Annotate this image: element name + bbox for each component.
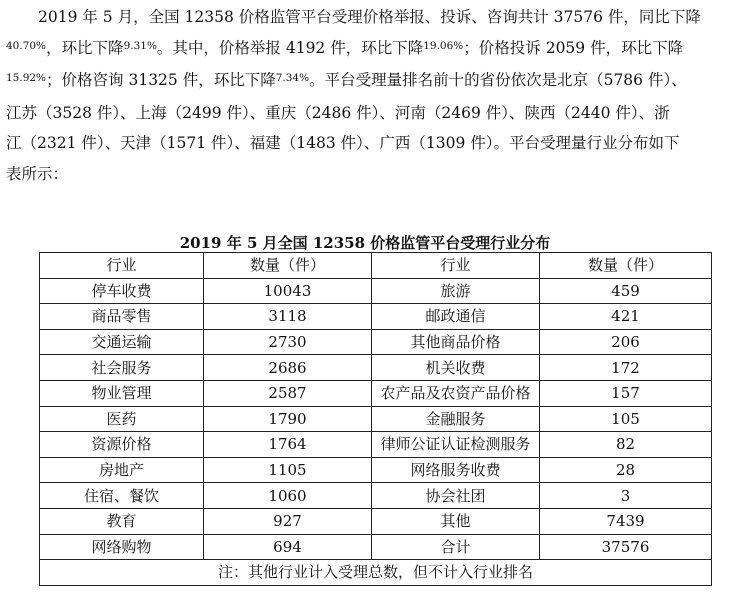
table-row xyxy=(40,483,712,509)
cell-count: 1764 xyxy=(204,432,372,458)
paragraph-text: 。其中，价格举报 4192 件，环比下降 xyxy=(156,38,424,57)
cell-count: 7439 xyxy=(540,508,712,534)
paragraph-text: ，环比下降 xyxy=(46,38,124,57)
table-body xyxy=(40,253,712,560)
cell-count: 37576 xyxy=(540,534,712,560)
table-row xyxy=(40,534,712,560)
cell-industry: 协会社团 xyxy=(372,483,540,509)
table-row xyxy=(40,278,712,304)
cell-industry: 停车收费 xyxy=(40,278,204,304)
cell-count: 459 xyxy=(540,278,712,304)
table-row xyxy=(40,406,712,432)
table-row xyxy=(40,508,712,534)
table-note: 注：其他行业计入受理总数，但不计入行业排名 xyxy=(40,560,712,586)
paragraph-text: ；价格咨询 31325 件，环比下降 xyxy=(46,71,276,90)
cell-count: 3 xyxy=(540,483,712,509)
cell-industry: 资源价格 xyxy=(40,432,204,458)
cell-industry: 房地产 xyxy=(40,457,204,483)
cell-industry: 教育 xyxy=(40,508,204,534)
cell-count: 82 xyxy=(540,432,712,458)
cell-count: 206 xyxy=(540,329,712,355)
cell-industry: 其他商品价格 xyxy=(372,329,540,355)
cell-industry: 旅游 xyxy=(372,278,540,304)
cell-industry: 网络服务收费 xyxy=(372,457,540,483)
cell-count: 105 xyxy=(540,406,712,432)
paragraph-text: ；价格投诉 2059 件，环比下降 xyxy=(463,38,684,57)
paragraph-text: 。平台受理量排名前十的省份依次是北京（5786 件）、 xyxy=(309,71,687,90)
table-row xyxy=(40,432,712,458)
cell-industry: 农产品及农资产品价格 xyxy=(372,380,540,406)
cell-industry: 合计 xyxy=(372,534,540,560)
header-industry: 行业 xyxy=(372,253,540,279)
cell-count: 1060 xyxy=(204,483,372,509)
table-row xyxy=(40,304,712,330)
cell-count: 2686 xyxy=(204,355,372,381)
cell-count: 2587 xyxy=(204,380,372,406)
paragraph-line-2 xyxy=(6,33,722,66)
cell-industry: 邮政通信 xyxy=(372,304,540,330)
cell-count: 2730 xyxy=(204,329,372,355)
cell-industry: 住宿、餐饮 xyxy=(40,483,204,509)
industry-table xyxy=(39,252,712,586)
cell-industry: 物业管理 xyxy=(40,380,204,406)
cell-industry: 律师公证认证检测服务 xyxy=(372,432,540,458)
table-row xyxy=(40,457,712,483)
pct-report: 19.06% xyxy=(423,39,464,52)
cell-industry: 社会服务 xyxy=(40,355,204,381)
paragraph-line-6: 表所示： xyxy=(6,164,69,183)
cell-industry: 机关收费 xyxy=(372,355,540,381)
header-count: 数量（件） xyxy=(540,253,712,279)
cell-industry: 金融服务 xyxy=(372,406,540,432)
table-note-row xyxy=(40,560,712,586)
header-industry: 行业 xyxy=(40,253,204,279)
cell-count: 3118 xyxy=(204,304,372,330)
cell-count: 421 xyxy=(540,304,712,330)
cell-industry: 网络购物 xyxy=(40,534,204,560)
table-row xyxy=(40,355,712,381)
intro-paragraph xyxy=(6,2,722,190)
paragraph-line-5: 江（2321 件）、天津（1571 件）、福建（1483 件）、广西（1309 件）。平台受理量行业分布如下 xyxy=(6,134,680,153)
pct-mom: 9.31% xyxy=(123,39,157,52)
cell-industry: 其他 xyxy=(372,508,540,534)
cell-count: 927 xyxy=(204,508,372,534)
cell-count: 157 xyxy=(540,380,712,406)
cell-industry: 交通运输 xyxy=(40,329,204,355)
cell-count: 28 xyxy=(540,457,712,483)
pct-consult: 7.34% xyxy=(275,72,310,85)
paragraph-line-4: 江苏（3528 件）、上海（2499 件）、重庆（2486 件）、河南（2469 件）、陕西（2440 件）、浙 xyxy=(6,103,670,122)
header-count: 数量（件） xyxy=(204,253,372,279)
table-row xyxy=(40,329,712,355)
cell-industry: 医药 xyxy=(40,406,204,432)
pct-complaint: 15.92% xyxy=(6,72,47,85)
cell-count: 694 xyxy=(204,534,372,560)
cell-count: 1105 xyxy=(204,457,372,483)
pct-yoy: 40.70% xyxy=(6,39,47,52)
cell-count: 1790 xyxy=(204,406,372,432)
paragraph-line-3 xyxy=(6,65,722,98)
table-header-row xyxy=(40,253,712,279)
cell-industry: 商品零售 xyxy=(40,304,204,330)
table-row xyxy=(40,380,712,406)
paragraph-line-1: 2019 年 5 月，全国 12358 价格监管平台受理价格举报、投诉、咨询共计 37576 件，同比下降 xyxy=(38,8,701,26)
cell-count: 172 xyxy=(540,355,712,381)
cell-count: 10043 xyxy=(204,278,372,304)
table-caption: 2019 年 5 月全国 12358 价格监管平台受理行业分布 xyxy=(179,234,551,252)
